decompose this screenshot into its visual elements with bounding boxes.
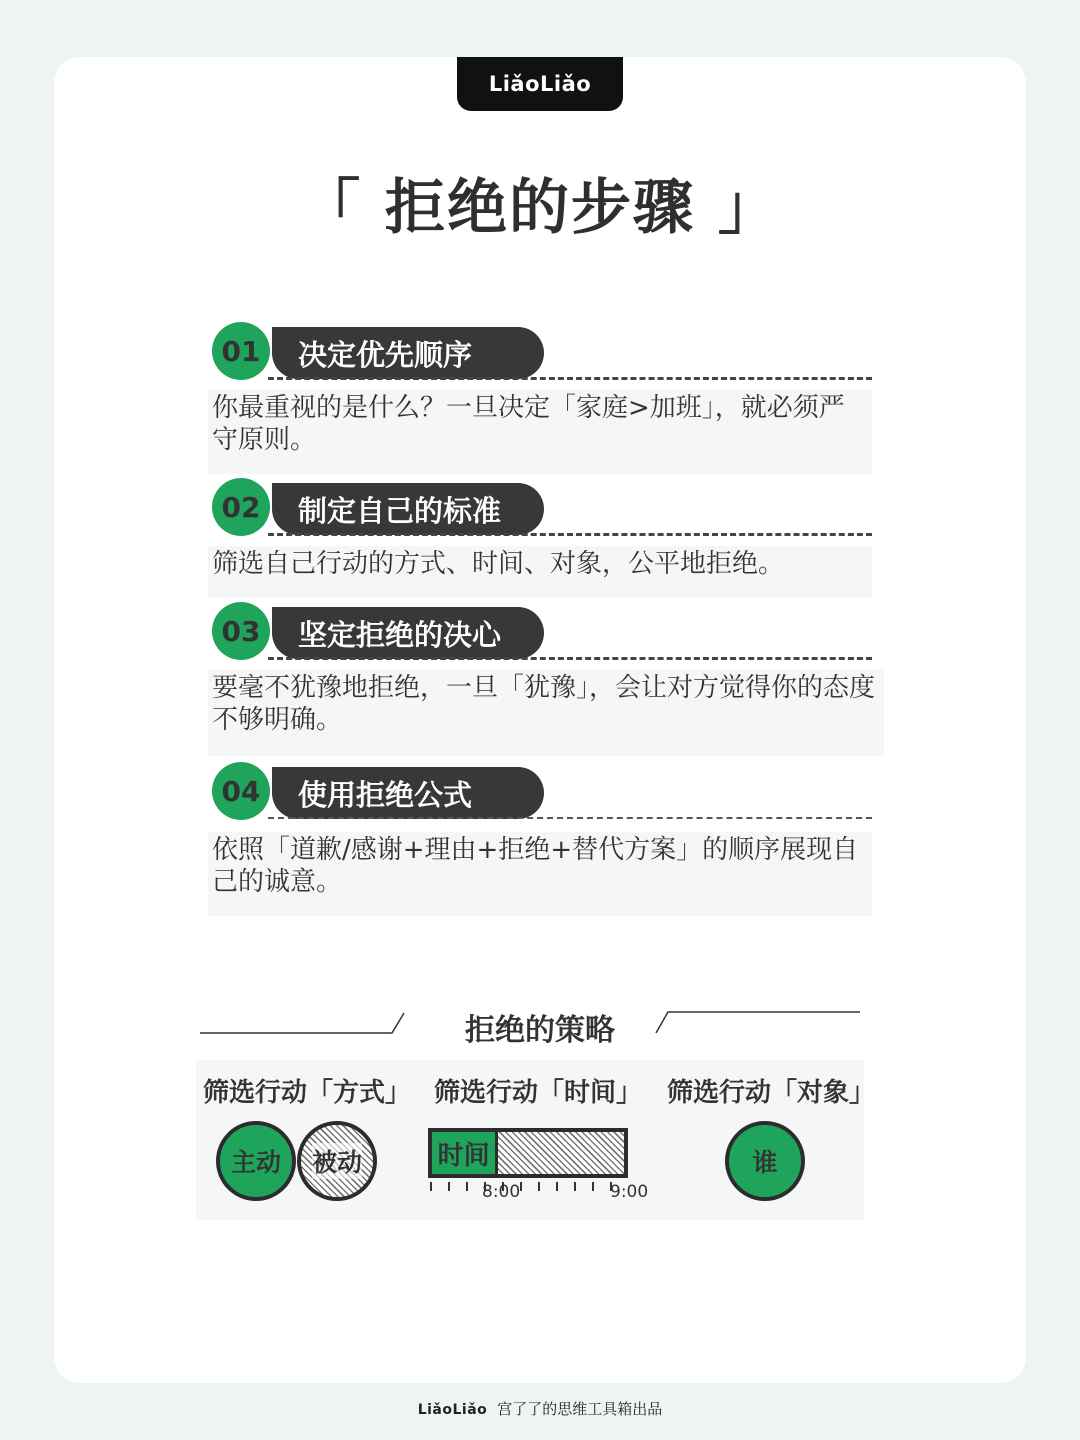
step-title: 使用拒绝公式	[272, 767, 544, 819]
passive-circle	[297, 1121, 377, 1201]
dashed-divider	[268, 377, 872, 380]
time-bar-fill: 时间	[432, 1132, 498, 1174]
step-title: 制定自己的标准	[272, 483, 544, 535]
dashed-divider	[268, 657, 872, 660]
time-bar	[428, 1128, 628, 1178]
footer-brand: LiǎoLiǎo	[417, 1402, 488, 1418]
step-number: 02	[212, 478, 270, 536]
time-bar-remaining	[498, 1132, 624, 1174]
footer	[0, 1398, 1080, 1419]
step-body: 要毫不犹豫地拒绝，一旦「犹豫」，会让对方觉得你的态度不够明确。	[208, 670, 884, 756]
footer-text: 宫了了的思维工具箱出品	[497, 1400, 663, 1418]
passive-label: 被动	[312, 1143, 362, 1179]
step-body: 筛选自己行动的方式、时间、对象，公平地拒绝。	[208, 546, 872, 598]
step-body: 依照「道歉/感谢+理由+拒绝+替代方案」的顺序展现自己的诚意。	[208, 832, 872, 916]
strategy-label-target: 筛选行动「对象」	[667, 1078, 876, 1108]
step-body: 你最重视的是什么？一旦决定「家庭>加班」，就必须严守原则。	[208, 390, 872, 474]
tick-label-start: 8:00	[482, 1182, 521, 1202]
time-ticks	[428, 1182, 628, 1192]
brand-logo: LiǎoLiǎo	[457, 57, 623, 111]
step-title: 坚定拒绝的决心	[272, 607, 544, 659]
dashed-divider	[268, 533, 872, 536]
step-number: 04	[212, 762, 270, 820]
step-number: 03	[212, 602, 270, 660]
step-title: 决定优先顺序	[272, 327, 544, 379]
strategy-label-time: 筛选行动「时间」	[434, 1078, 643, 1108]
tick-label-end: 9:00	[610, 1182, 649, 1202]
page-title: 「 拒绝的步骤 」	[300, 173, 780, 243]
strategy-title: 拒绝的策略	[465, 1013, 615, 1048]
strategy-label-method: 筛选行动「方式」	[203, 1078, 412, 1108]
dashed-divider	[268, 817, 872, 819]
active-circle: 主动	[216, 1121, 296, 1201]
who-circle: 谁	[725, 1121, 805, 1201]
step-number: 01	[212, 322, 270, 380]
